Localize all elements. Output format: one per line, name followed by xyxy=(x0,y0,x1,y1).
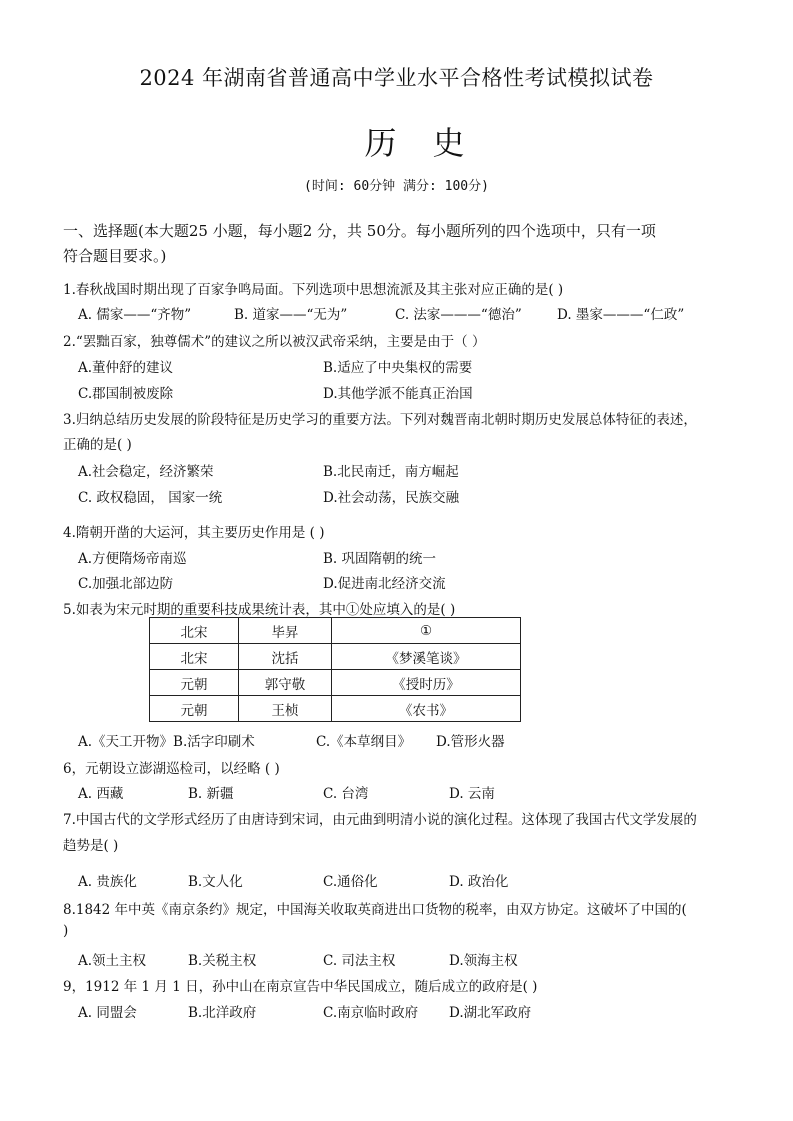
q2-option-d[interactable]: D.其他学派不能真正治国 xyxy=(323,386,473,402)
table-cell-achievement: 《梦溪笔谈》 xyxy=(332,644,521,670)
q7-option-b[interactable]: B.文人化 xyxy=(188,874,243,890)
subject-title: 历史 xyxy=(364,124,501,162)
question-7-cont: 趋势是( ) xyxy=(63,838,119,854)
question-4: 4.隋朝开凿的大运河，其主要历史作用是 ( ) xyxy=(63,525,325,541)
q8-option-d[interactable]: D.领海主权 xyxy=(449,953,518,969)
q6-option-d[interactable]: D. 云南 xyxy=(449,786,495,802)
table-cell-person: 王桢 xyxy=(239,696,332,722)
q5-option-a-b[interactable]: A.《天工开物》B.活字印刷术 xyxy=(78,734,255,750)
q6-option-a[interactable]: A. 西藏 xyxy=(78,786,124,802)
q6-option-c[interactable]: C. 台湾 xyxy=(323,786,369,802)
q8-option-b[interactable]: B.关税主权 xyxy=(188,953,257,969)
exam-meta: (时间: 60分钟 满分: 100分) xyxy=(304,179,489,194)
question-9: 9，1912 年 1 月 1 日，孙中山在南京宣告中华民国成立，随后成立的政府是( ) xyxy=(63,979,538,995)
q4-option-d[interactable]: D.促进南北经济交流 xyxy=(323,576,446,592)
q7-option-c[interactable]: C.通俗化 xyxy=(323,874,378,890)
q9-option-a[interactable]: A. 同盟会 xyxy=(78,1005,137,1021)
question-8-cont: ) xyxy=(63,923,69,939)
q6-option-b[interactable]: B. 新疆 xyxy=(188,786,234,802)
q3-option-a[interactable]: A.社会稳定，经济繁荣 xyxy=(78,464,214,480)
q9-option-c[interactable]: C.南京临时政府 xyxy=(323,1005,419,1021)
q4-option-a[interactable]: A.方便隋炀帝南巡 xyxy=(78,551,187,567)
table-cell-achievement: 《农书》 xyxy=(332,696,521,722)
section-instructions-cont: 符合题目要求。) xyxy=(63,247,167,265)
q4-option-c[interactable]: C.加强北部边防 xyxy=(78,576,174,592)
table-cell-person: 毕昇 xyxy=(239,618,332,644)
q4-option-b[interactable]: B. 巩固隋朝的统一 xyxy=(323,551,437,567)
q2-option-b[interactable]: B.适应了中央集权的需要 xyxy=(323,360,473,376)
question-1: 1.春秋战国时期出现了百家争鸣局面。下列选项中思想流派及其主张对应正确的是( ) xyxy=(63,282,564,298)
q1-option-b[interactable]: B. 道家——“无为” xyxy=(234,307,348,323)
q9-option-d[interactable]: D.湖北军政府 xyxy=(449,1005,532,1021)
question-6: 6，元朝设立澎湖巡检司，以经略 ( ) xyxy=(63,761,280,777)
table-cell-person: 沈括 xyxy=(239,644,332,670)
q9-option-b[interactable]: B.北洋政府 xyxy=(188,1005,257,1021)
q1-option-a[interactable]: A. 儒家——“齐物” xyxy=(78,307,192,323)
question-3-cont: 正确的是( ) xyxy=(63,437,132,453)
q3-option-c[interactable]: C. 政权稳固， 国家一统 xyxy=(78,490,223,506)
table-cell-dynasty: 北宋 xyxy=(150,618,239,644)
exam-title: 2024 年湖南省普通高中学业水平合格性考试模拟试卷 xyxy=(139,66,654,90)
question-8: 8.1842 年中英《南京条约》规定，中国海关收取英商进出口货物的税率，由双方协定。这破坏了中国的( xyxy=(63,902,687,918)
q7-option-a[interactable]: A. 贵族化 xyxy=(78,874,137,890)
q2-option-a[interactable]: A.董仲舒的建议 xyxy=(78,360,174,376)
tech-achievements-table xyxy=(149,617,521,722)
q8-option-c[interactable]: C. 司法主权 xyxy=(323,953,396,969)
table-row xyxy=(150,618,521,644)
q5-option-d[interactable]: D.管形火器 xyxy=(436,734,505,750)
q1-option-d[interactable]: D. 墨家———“仁政” xyxy=(557,307,685,323)
table-row xyxy=(150,644,521,670)
question-7: 7.中国古代的文学形式经历了由唐诗到宋词，由元曲到明清小说的演化过程。这体现了我国古代文学发展的 xyxy=(63,812,697,828)
question-2: 2.“罢黜百家，独尊儒术”的建议之所以被汉武帝采纳，主要是由于（ ） xyxy=(63,334,486,350)
table-cell-achievement: ① xyxy=(332,618,521,644)
table-cell-achievement: 《授时历》 xyxy=(332,670,521,696)
table-cell-dynasty: 元朝 xyxy=(150,670,239,696)
question-3: 3.归纳总结历史发展的阶段特征是历史学习的重要方法。下列对魏晋南北朝时期历史发展总体特征的表述， xyxy=(63,412,697,428)
q2-option-c[interactable]: C.郡国制被废除 xyxy=(78,386,174,402)
table-cell-dynasty: 北宋 xyxy=(150,644,239,670)
q3-option-b[interactable]: B.北民南迁，南方崛起 xyxy=(323,464,459,480)
q1-option-c[interactable]: C. 法家———“德治” xyxy=(395,307,522,323)
question-5: 5.如表为宋元时期的重要科技成果统计表，其中①处应填入的是( ) xyxy=(63,602,456,618)
q3-option-d[interactable]: D.社会动荡，民族交融 xyxy=(323,490,460,506)
section-instructions: 一、选择题(本大题25 小题，每小题2 分，共 50分。每小题所列的四个选项中，只有一项 xyxy=(63,222,656,240)
q7-option-d[interactable]: D. 政治化 xyxy=(449,874,509,890)
q8-option-a[interactable]: A.领土主权 xyxy=(78,953,147,969)
q5-option-c[interactable]: C.《本草纲目》 xyxy=(316,734,412,750)
table-row xyxy=(150,670,521,696)
table-cell-dynasty: 元朝 xyxy=(150,696,239,722)
table-row xyxy=(150,696,521,722)
table-cell-person: 郭守敬 xyxy=(239,670,332,696)
